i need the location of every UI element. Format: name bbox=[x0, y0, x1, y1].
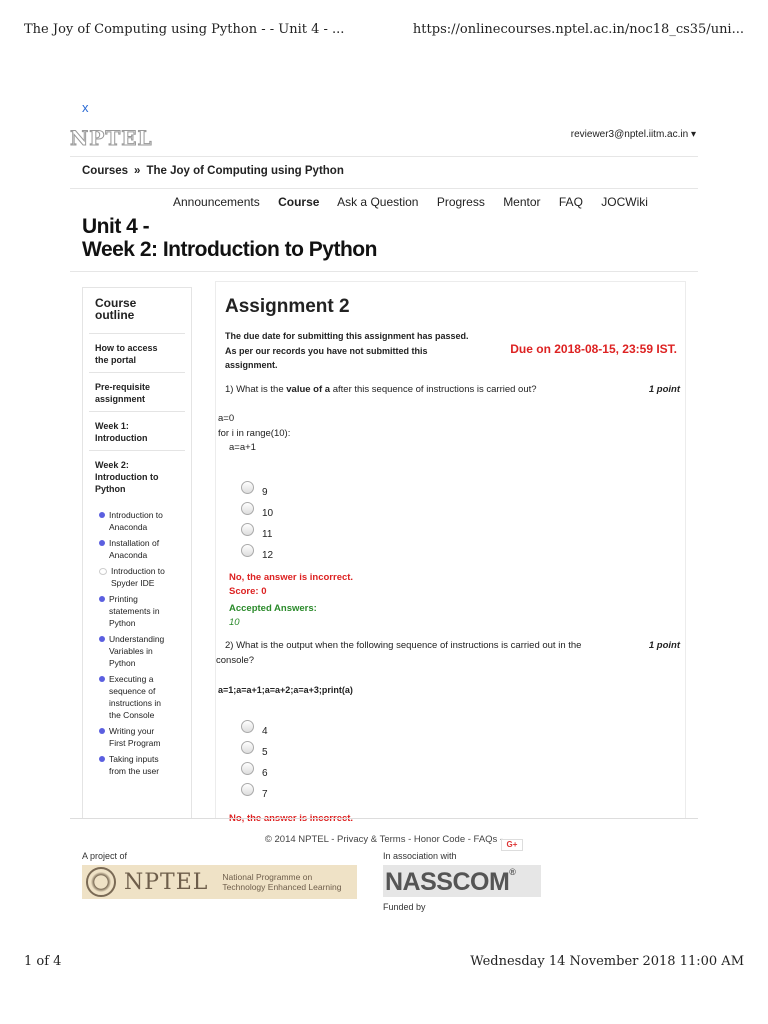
completed-dot-icon bbox=[99, 540, 105, 546]
chevron-down-icon: ▾ bbox=[690, 129, 696, 140]
sidebar-subitem[interactable] bbox=[83, 509, 191, 533]
nasscom-logo[interactable]: NASSCOM® bbox=[383, 865, 541, 897]
assignment-title: Assignment 2 bbox=[225, 296, 350, 317]
sidebar-subitem-label: Understanding Variables in Python bbox=[109, 634, 165, 668]
question-points: 1 point bbox=[648, 640, 680, 651]
sidebar-subitem-label: Writing your First Program bbox=[109, 726, 161, 748]
funded-by-label: Funded by bbox=[383, 902, 426, 912]
divider bbox=[70, 271, 698, 272]
completed-dot-icon bbox=[99, 756, 105, 762]
answer-option[interactable]: 9 bbox=[241, 487, 268, 498]
completed-dot-icon bbox=[99, 636, 105, 642]
tab-course[interactable]: Course bbox=[278, 195, 320, 209]
sidebar-item-week2[interactable]: Week 2: Introduction to Python bbox=[89, 450, 185, 501]
print-datetime: Wednesday 14 November 2018 11:00 AM bbox=[470, 954, 744, 969]
close-link[interactable]: x bbox=[82, 100, 89, 115]
accepted-answers-label: Accepted Answers: bbox=[229, 603, 317, 614]
question-points: 1 point bbox=[648, 384, 680, 395]
breadcrumb-course[interactable]: The Joy of Computing using Python bbox=[146, 165, 344, 177]
sidebar-heading: Course outline bbox=[95, 296, 137, 322]
answer-feedback: No, the answer is incorrect. Score: 0 bbox=[229, 572, 354, 597]
question-2: 2) What is the output when the following sequence of instructions is carried out in the console? 1 point bbox=[216, 640, 680, 666]
sidebar-subitems bbox=[83, 509, 191, 777]
sidebar-subitem-label: Printing statements in Python bbox=[109, 594, 160, 628]
course-nav bbox=[173, 195, 663, 209]
incomplete-dot-icon bbox=[99, 568, 107, 575]
print-header-url: https://onlinecourses.nptel.ac.in/noc18_cs35/uni... bbox=[412, 22, 744, 37]
print-footer bbox=[24, 954, 744, 972]
radio-button[interactable] bbox=[241, 720, 254, 733]
radio-button[interactable] bbox=[241, 762, 254, 775]
answer-option[interactable]: 11 bbox=[241, 529, 272, 540]
radio-button[interactable] bbox=[241, 481, 254, 494]
sidebar-subitem-label: Installation of Anaconda bbox=[109, 538, 160, 560]
sidebar-subitem-label: Taking inputs from the user bbox=[109, 754, 160, 776]
sidebar-subitem-label: Executing a sequence of instructions in the Console bbox=[109, 674, 161, 720]
question-1: 1) What is the value of a after this sequence of instructions is carried out? 1 point bbox=[225, 384, 680, 395]
print-header-title: The Joy of Computing using Python - - Unit 4 - ... bbox=[24, 22, 345, 37]
user-email: reviewer3@nptel.iitm.ac.in bbox=[570, 129, 689, 140]
sidebar-subitem[interactable] bbox=[83, 633, 191, 669]
iit-seal-icon bbox=[86, 867, 116, 897]
radio-button[interactable] bbox=[241, 783, 254, 796]
due-date: Due on 2018-08-15, 23:59 IST. bbox=[510, 342, 677, 356]
sidebar-subitem-label: Introduction to Spyder IDE bbox=[111, 566, 165, 588]
assignment-panel bbox=[215, 281, 686, 818]
nptel-logo[interactable]: NPTEL National Programme on Technology Enhanced Learning bbox=[82, 865, 357, 899]
tab-ask-a-question[interactable]: Ask a Question bbox=[337, 195, 419, 209]
page-number: 1 of 4 bbox=[24, 954, 62, 969]
completed-dot-icon bbox=[99, 728, 105, 734]
radio-button[interactable] bbox=[241, 544, 254, 557]
tab-announcements[interactable]: Announcements bbox=[173, 195, 260, 209]
tab-progress[interactable]: Progress bbox=[436, 195, 485, 209]
answer-option[interactable]: 10 bbox=[241, 508, 273, 519]
divider bbox=[70, 156, 698, 157]
breadcrumb-courses[interactable]: Courses bbox=[82, 165, 129, 177]
sidebar-item-how-to-access[interactable]: How to access the portal bbox=[89, 333, 185, 372]
deadline-notice: The due date for submitting this assignment has passed. As per our records you have not submitted this assignment. bbox=[225, 331, 469, 370]
copyright-links[interactable]: © 2014 NPTEL - Privacy & Terms - Honor Code - FAQs - bbox=[264, 834, 504, 845]
sidebar-item-week1[interactable]: Week 1: Introduction bbox=[89, 411, 185, 450]
sidebar-item-prerequisite[interactable]: Pre-requisite assignment bbox=[89, 372, 185, 411]
tab-mentor[interactable]: Mentor bbox=[503, 195, 541, 209]
sidebar-subitem[interactable] bbox=[83, 593, 191, 629]
sidebar-subitem-label: Introduction to Anaconda bbox=[109, 510, 163, 532]
project-of-label: A project of bbox=[82, 851, 128, 861]
completed-dot-icon bbox=[99, 596, 105, 602]
sidebar-subitem[interactable] bbox=[83, 753, 191, 777]
completed-dot-icon bbox=[99, 512, 105, 518]
google-plus-icon[interactable]: G+ bbox=[501, 839, 523, 851]
sidebar-subitem[interactable] bbox=[83, 673, 191, 721]
sidebar-subitem[interactable] bbox=[83, 725, 191, 749]
page-title: Unit 4 - Week 2: Introduction to Python bbox=[82, 215, 377, 261]
sidebar-subitem[interactable] bbox=[83, 565, 191, 589]
completed-dot-icon bbox=[99, 676, 105, 682]
tab-jocwiki[interactable]: JOCWiki bbox=[601, 195, 648, 209]
question-2-code: a=1;a=a+1;a=a+2;a=a+3;print(a) bbox=[218, 685, 353, 695]
answer-option[interactable]: 4 bbox=[241, 726, 268, 737]
divider bbox=[70, 188, 698, 189]
breadcrumb bbox=[82, 165, 344, 177]
course-outline-sidebar bbox=[82, 287, 192, 818]
breadcrumb-separator: » bbox=[134, 165, 141, 177]
association-label: In association with bbox=[383, 851, 457, 861]
answer-option[interactable]: 7 bbox=[241, 789, 268, 800]
answer-option[interactable]: 5 bbox=[241, 747, 268, 758]
footer-divider bbox=[70, 818, 698, 819]
tab-faq[interactable]: FAQ bbox=[558, 195, 583, 209]
sidebar-subitem[interactable] bbox=[83, 537, 191, 561]
print-header bbox=[24, 18, 744, 40]
answer-option[interactable]: 12 bbox=[241, 550, 273, 561]
accepted-answer-value: 10 bbox=[229, 617, 240, 628]
radio-button[interactable] bbox=[241, 741, 254, 754]
question-1-code: a=0 for i in range(10): a=a+1 bbox=[218, 413, 291, 453]
nptel-logo-header[interactable]: NPTEL bbox=[70, 126, 153, 150]
radio-button[interactable] bbox=[241, 502, 254, 515]
radio-button[interactable] bbox=[241, 523, 254, 536]
user-menu[interactable] bbox=[571, 129, 696, 140]
answer-option[interactable]: 6 bbox=[241, 768, 268, 779]
